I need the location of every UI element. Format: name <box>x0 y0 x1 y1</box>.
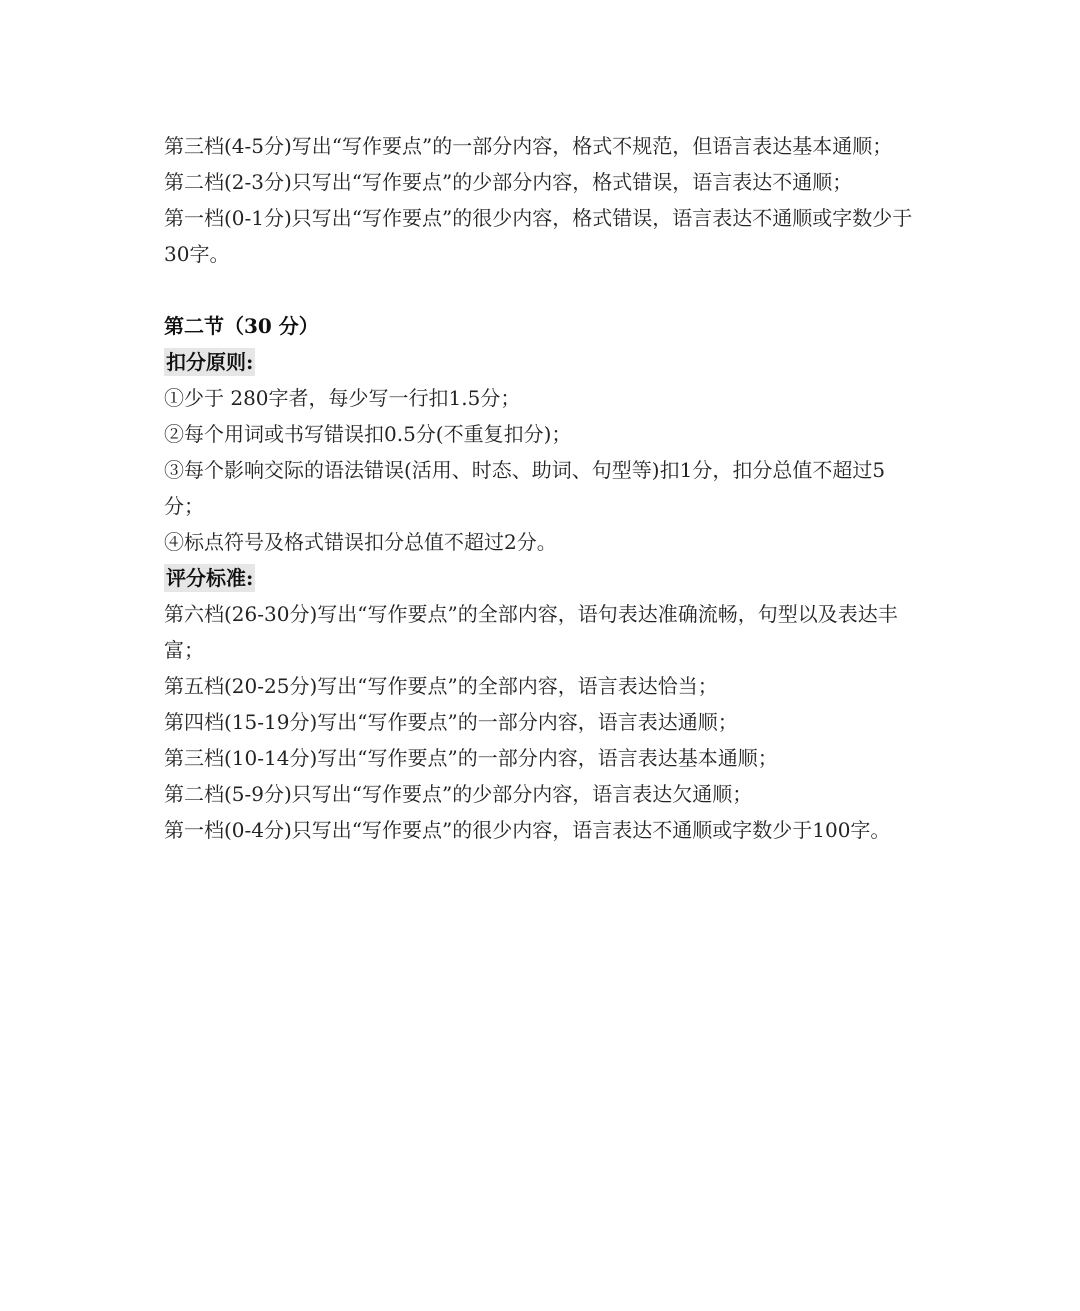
grade-6: 第六档(26-30分)写出“写作要点”的全部内容，语句表达准确流畅，句型以及表达丰富； <box>164 602 898 662</box>
section1-grade-2: 第二档(2-3分)只写出“写作要点”的少部分内容，格式错误，语言表达不通顺； <box>164 170 853 194</box>
deduction-label: 扣分原则: <box>166 350 254 374</box>
section1-grade-3: 第三档(4-5分)写出“写作要点”的一部分内容，格式不规范，但语言表达基本通顺； <box>164 134 893 158</box>
grade-2: 第二档(5-9分)只写出“写作要点”的少部分内容，语言表达欠通顺； <box>164 782 753 806</box>
deduction-label-row <box>164 344 924 380</box>
document-content <box>164 128 924 848</box>
deduction-rule-3: ③每个影响交际的语法错误(活用、时态、助词、句型等)扣1分，扣分总值不超过5分； <box>164 458 886 518</box>
section2-title: 第二节（30 分） <box>164 314 319 338</box>
deduction-rule-2: ②每个用词或书写错误扣0.5分(不重复扣分)； <box>164 422 572 446</box>
grade-1: 第一档(0-4分)只写出“写作要点”的很少内容，语言表达不通顺或字数少于100字。 <box>164 818 891 842</box>
criteria-label: 评分标准: <box>166 566 254 590</box>
grade-5: 第五档(20-25分)写出“写作要点”的全部内容，语言表达恰当； <box>164 674 718 698</box>
grade-4: 第四档(15-19分)写出“写作要点”的一部分内容，语言表达通顺； <box>164 710 738 734</box>
spacer <box>164 272 924 308</box>
criteria-label-row <box>164 560 924 596</box>
deduction-rule-4: ④标点符号及格式错误扣分总值不超过2分。 <box>164 530 557 554</box>
section1-grade-1: 第一档(0-1分)只写出“写作要点”的很少内容，格式错误，语言表达不通顺或字数少于30字。 <box>164 206 913 266</box>
grade-3: 第三档(10-14分)写出“写作要点”的一部分内容，语言表达基本通顺； <box>164 746 778 770</box>
deduction-rule-1: ①少于 280字者，每少写一行扣1.5分； <box>164 386 521 410</box>
